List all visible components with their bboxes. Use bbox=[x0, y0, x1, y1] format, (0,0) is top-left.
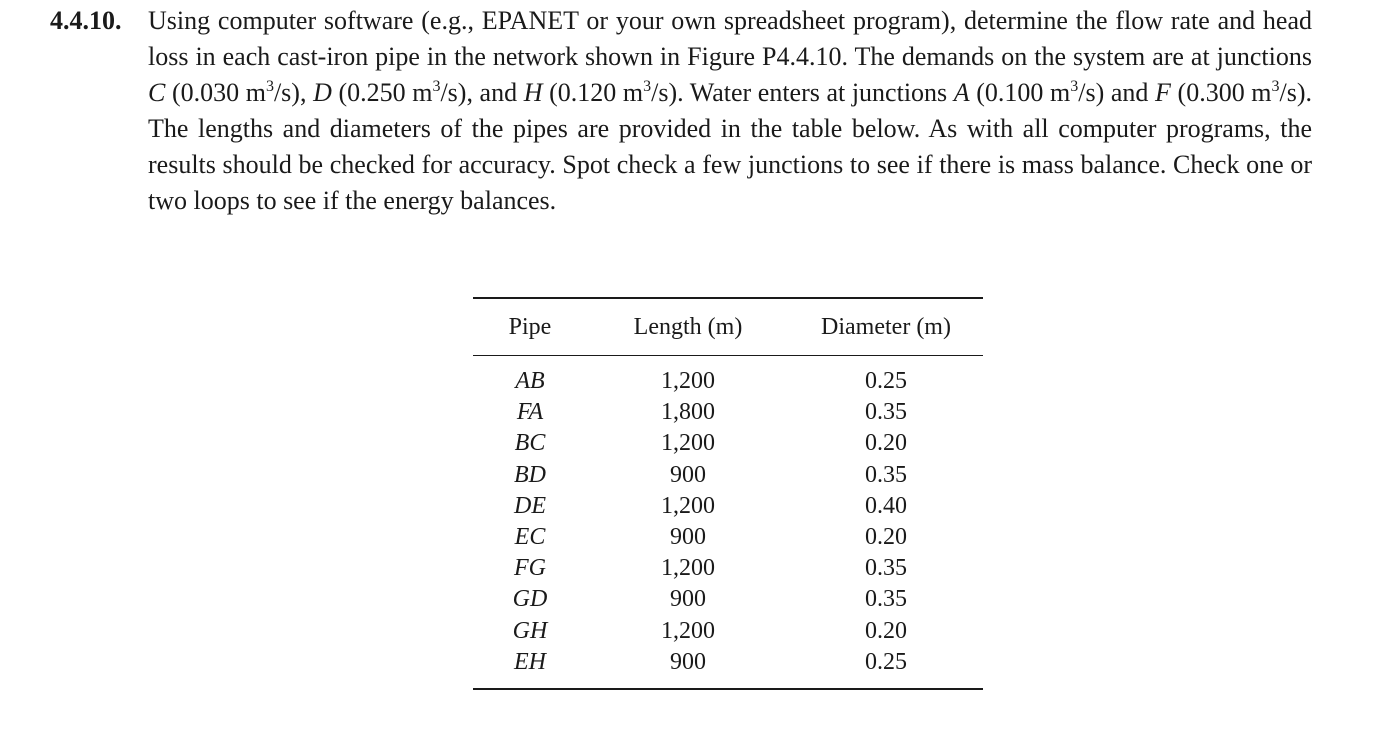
header-pipe: Pipe bbox=[508, 313, 552, 340]
problem-block bbox=[50, 3, 1312, 219]
table-row bbox=[473, 428, 983, 459]
length-cell: 900 bbox=[670, 524, 706, 551]
statement-text: /s), bbox=[273, 78, 314, 107]
statement-text: Using computer software (e.g., EPANET or your own spreadsheet program), determine the flow rate and head loss in each cast-iron pipe in the network shown in Figure P4.4.10. The demands on the system are at junctions bbox=[148, 6, 1312, 71]
table-bottom-rule bbox=[473, 688, 983, 690]
pipe-cell: FA bbox=[516, 399, 544, 426]
diameter-cell: 0.35 bbox=[865, 586, 907, 613]
diameter-cell: 0.35 bbox=[865, 555, 907, 582]
pipe-cell: EC bbox=[514, 524, 546, 551]
table-row bbox=[473, 397, 983, 428]
length-cell: 1,800 bbox=[661, 399, 715, 426]
table-row bbox=[473, 491, 983, 522]
diameter-cell: 0.40 bbox=[865, 492, 907, 519]
junction-label: F bbox=[1155, 78, 1171, 107]
pipe-cell: GD bbox=[512, 586, 548, 613]
table-row bbox=[473, 366, 983, 397]
length-cell: 1,200 bbox=[661, 430, 715, 457]
pipe-cell: AB bbox=[515, 368, 545, 395]
diameter-cell: 0.25 bbox=[865, 368, 907, 395]
length-cell: 1,200 bbox=[661, 617, 715, 644]
length-cell: 900 bbox=[670, 586, 706, 613]
length-cell: 1,200 bbox=[661, 368, 715, 395]
pipe-cell: BC bbox=[514, 430, 546, 457]
superscript: 3 bbox=[643, 78, 652, 95]
header-diameter: Diameter (m) bbox=[821, 313, 951, 340]
superscript: 3 bbox=[1271, 78, 1280, 95]
junction-label: A bbox=[953, 78, 970, 107]
table-row bbox=[473, 584, 983, 615]
statement-text: (0.300 m bbox=[1170, 78, 1272, 107]
diameter-cell: 0.25 bbox=[865, 648, 907, 675]
statement-text: (0.120 m bbox=[542, 78, 644, 107]
diameter-cell: 0.20 bbox=[865, 430, 907, 457]
junction-label: C bbox=[148, 78, 166, 107]
pipe-cell: BD bbox=[514, 461, 546, 488]
pipe-cell: GH bbox=[512, 617, 548, 644]
diameter-cell: 0.20 bbox=[865, 524, 907, 551]
superscript: 3 bbox=[1070, 78, 1079, 95]
problem-statement bbox=[148, 3, 1312, 219]
problem-number: 4.4.10. bbox=[50, 6, 122, 35]
statement-text: /s). The lengths and diameters of the pipes are provided in the table below. As with all computer programs, the results should be checked for accuracy. Spot check a few junctions to see if there is mass balance. Check one or two loops to see if the energy balances. bbox=[148, 78, 1313, 215]
table-header-row bbox=[473, 299, 983, 355]
length-cell: 900 bbox=[670, 461, 706, 488]
table-row bbox=[473, 522, 983, 553]
statement-text: (0.250 m bbox=[331, 78, 433, 107]
table-row bbox=[473, 616, 983, 647]
statement-text: /s), and bbox=[440, 78, 524, 107]
length-cell: 1,200 bbox=[661, 492, 715, 519]
length-cell: 1,200 bbox=[661, 555, 715, 582]
diameter-cell: 0.20 bbox=[865, 617, 907, 644]
statement-text: /s) and bbox=[1078, 78, 1156, 107]
statement-text: /s). Water enters at junctions bbox=[651, 78, 954, 107]
table-row bbox=[473, 460, 983, 491]
junction-label: D bbox=[313, 78, 332, 107]
table-body bbox=[473, 356, 983, 688]
pipe-cell: DE bbox=[514, 492, 546, 519]
header-length: Length (m) bbox=[633, 313, 743, 340]
superscript: 3 bbox=[265, 78, 274, 95]
table-row bbox=[473, 647, 983, 678]
diameter-cell: 0.35 bbox=[865, 399, 907, 426]
pipe-table bbox=[473, 297, 983, 690]
statement-text: (0.030 m bbox=[165, 78, 266, 107]
length-cell: 900 bbox=[670, 648, 706, 675]
junction-label: H bbox=[523, 78, 543, 107]
pipe-cell: FG bbox=[514, 555, 546, 582]
table-row bbox=[473, 553, 983, 584]
pipe-cell: EH bbox=[514, 648, 546, 675]
statement-text: (0.100 m bbox=[969, 78, 1071, 107]
diameter-cell: 0.35 bbox=[865, 461, 907, 488]
superscript: 3 bbox=[432, 78, 441, 95]
